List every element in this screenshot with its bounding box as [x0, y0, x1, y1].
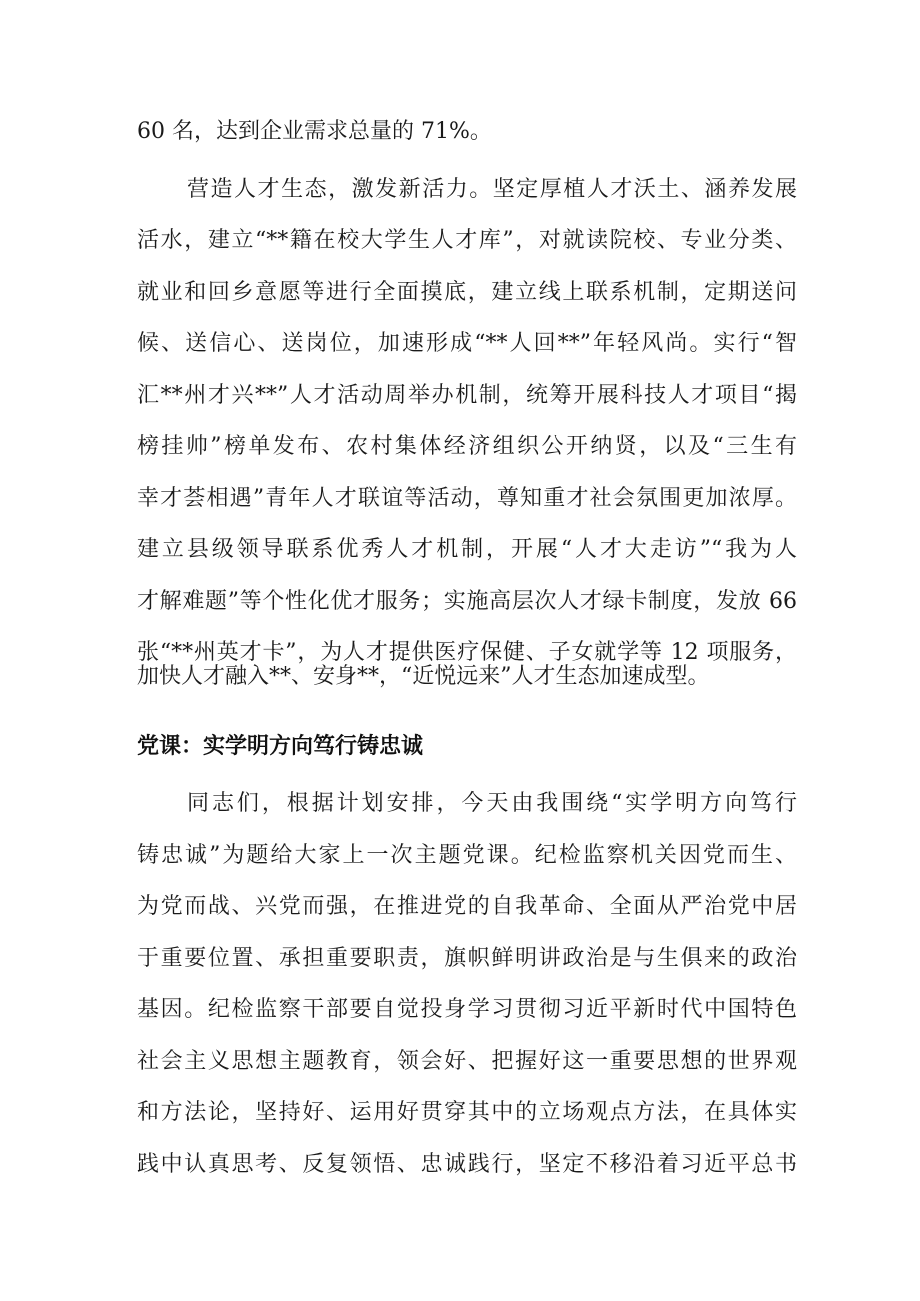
paragraph-line: 为党而战、兴党而强，在推进党的自我革命、全面从严治党中居	[137, 894, 797, 919]
paragraph-line: 营造人才生态，激发新活力。坚定厚植人才沃土、涵养发展	[187, 177, 797, 202]
paragraph-line: 榜挂帅”榜单发布、农村集体经济组织公开纳贤，以及“三生有	[137, 434, 797, 459]
paragraph-line: 和方法论，坚持好、运用好贯穿其中的立场观点方法，在具体实	[137, 1100, 797, 1125]
paragraph-line: 张“**州英才卡”，为人才提供医疗保健、子女就学等 12 项服务，	[137, 640, 797, 665]
paragraph-line: 汇**州才兴**”人才活动周举办机制，统筹开展科技人才项目“揭	[137, 383, 797, 408]
paragraph-line: 就业和回乡意愿等进行全面摸底，建立线上联系机制，定期送问	[137, 280, 797, 305]
paragraph-line: 于重要位置、承担重要职责，旗帜鲜明讲政治是与生俱来的政治	[137, 946, 797, 971]
paragraph-line: 才解难题”等个性化优才服务；实施高层次人才绿卡制度，发放 66	[137, 589, 797, 614]
paragraph-line: 60 名，达到企业需求总量的 71%。	[137, 119, 492, 144]
paragraph-line: 社会主义思想主题教育，领会好、把握好这一重要思想的世界观	[137, 1049, 797, 1074]
paragraph-line: 活水，建立“**籍在校大学生人才库”，对就读院校、专业分类、	[137, 228, 797, 253]
paragraph-line: 加快人才融入**、安身**，“近悦远来”人才生态加速成型。	[137, 664, 710, 689]
section-heading: 党课：实学明方向笃行铸忠诚	[137, 734, 424, 759]
paragraph-line: 幸才荟相遇”青年人才联谊等活动，尊知重才社会氛围更加浓厚。	[137, 486, 797, 511]
paragraph-line: 候、送信心、送岗位，加速形成“**人回**”年轻风尚。实行“智	[137, 331, 797, 356]
paragraph-line: 铸忠诚”为题给大家上一次主题党课。纪检监察机关因党而生、	[137, 843, 797, 868]
paragraph-line: 践中认真思考、反复领悟、忠诚践行，坚定不移沿着习近平总书	[137, 1152, 797, 1177]
paragraph-line: 建立县级领导联系优秀人才机制，开展“人才大走访”“我为人	[137, 537, 797, 562]
paragraph-line: 同志们，根据计划安排，今天由我围绕“实学明方向笃行	[187, 791, 797, 816]
paragraph-line: 基因。纪检监察干部要自觉投身学习贯彻习近平新时代中国特色	[137, 997, 797, 1022]
